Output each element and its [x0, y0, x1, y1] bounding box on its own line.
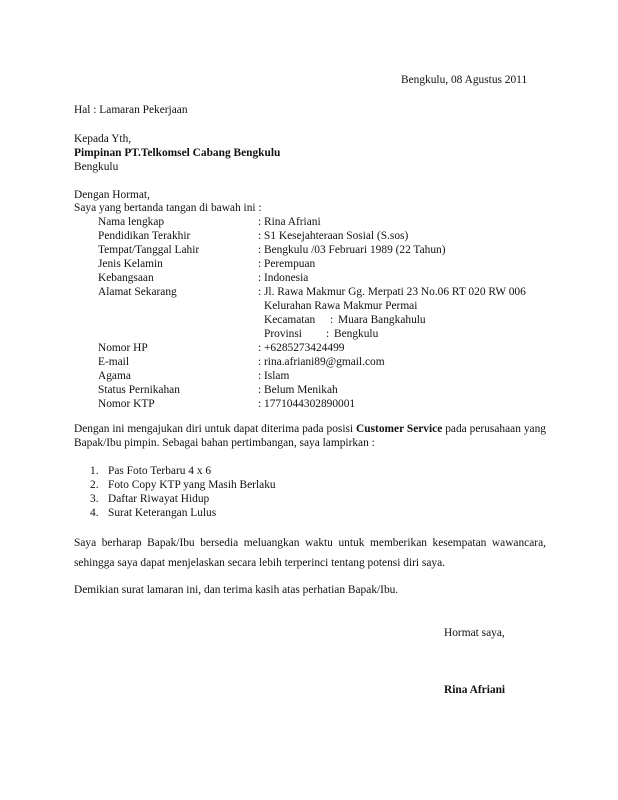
field-label: Alamat Sekarang [98, 286, 177, 298]
field-separator: : [258, 216, 262, 228]
place-date: Bengkulu, 08 Agustus 2011 [401, 74, 528, 86]
sub-label: Kecamatan [264, 314, 316, 326]
field-label: Nama lengkap [98, 216, 165, 228]
attachment-text: Surat Keterangan Lulus [108, 507, 217, 519]
subject-line: Hal : Lamaran Pekerjaan [74, 104, 188, 116]
regards: Hormat saya, [444, 627, 505, 639]
sub-label: Provinsi [264, 328, 302, 340]
field-label: Nomor KTP [98, 398, 155, 410]
attachment-text: Daftar Riwayat Hidup [108, 493, 210, 505]
attachment-text: Foto Copy KTP yang Masih Berlaku [108, 479, 276, 491]
field-label: E-mail [98, 356, 129, 368]
recipient-city: Bengkulu [74, 161, 119, 173]
sub-separator: : [326, 328, 330, 340]
attachment-number: 3. [90, 493, 99, 505]
field-label: Status Pernikahan [98, 384, 180, 396]
field-value: Islam [264, 370, 290, 382]
field-separator: : [258, 384, 262, 396]
field-separator: : [258, 286, 262, 298]
field-label: Kebangsaan [98, 272, 154, 284]
sub-value: Muara Bangkahulu [338, 314, 426, 326]
greeting: Dengan Hormat, [74, 189, 150, 201]
field-value: Bengkulu /03 Februari 1989 (22 Tahun) [264, 244, 446, 256]
field-value: Indonesia [264, 272, 309, 284]
field-value: S1 Kesejahteraan Sosial (S.sos) [264, 230, 409, 242]
address-line-2: Kelurahan Rawa Makmur Permai [264, 300, 418, 312]
sub-value: Bengkulu [334, 328, 379, 340]
sub-separator: : [330, 314, 334, 326]
field-value: Belum Menikah [264, 384, 338, 396]
attachment-number: 4. [90, 507, 99, 519]
closing-text: Demikian surat lamaran ini, dan terima kasih atas perhatian Bapak/Ibu. [74, 584, 399, 596]
field-value: +6285273424499 [264, 342, 345, 354]
field-separator: : [258, 370, 262, 382]
attachment-number: 1. [90, 465, 99, 477]
signature-name: Rina Afriani [444, 684, 506, 696]
field-value: Perempuan [264, 258, 316, 270]
field-separator: : [258, 272, 262, 284]
body-paragraph-2: Saya berharap Bapak/Ibu bersedia meluangkan waktu untuk memberikan kesempatan wawancara, sehingga saya dapat menjelaskan secara lebih terperinci tentang potensi diri saya. [74, 537, 546, 569]
field-label: Jenis Kelamin [98, 258, 163, 270]
field-separator: : [258, 342, 262, 354]
field-label: Agama [98, 370, 131, 382]
field-separator: : [258, 230, 262, 242]
attachment-number: 2. [90, 479, 99, 491]
field-label: Pendidikan Terakhir [98, 230, 191, 242]
intro-line: Saya yang bertanda tangan di bawah ini : [74, 202, 262, 214]
position-name: Customer Service [356, 423, 443, 435]
field-label: Tempat/Tanggal Lahir [98, 244, 200, 256]
field-value: Rina Afriani [264, 216, 321, 228]
field-separator: : [258, 258, 262, 270]
field-separator: : [258, 356, 262, 368]
field-value: Jl. Rawa Makmur Gg. Merpati 23 No.06 RT 020 RW 006 [264, 286, 526, 298]
field-label: Nomor HP [98, 342, 148, 354]
field-separator: : [258, 398, 262, 410]
attachment-text: Pas Foto Terbaru 4 x 6 [108, 465, 212, 477]
body-paragraph-1 [74, 422, 546, 450]
field-value: rina.afriani89@gmail.com [264, 356, 385, 368]
to-line: Kepada Yth, [74, 133, 132, 145]
body-text-pre: Dengan ini mengajukan diri untuk dapat diterima pada posisi [74, 423, 354, 435]
body-text-post: pada perusahaan yang Bapak/Ibu pimpin. Sebagai bahan pertimbangan, saya lampirkan : [74, 423, 546, 449]
field-separator: : [258, 244, 262, 256]
recipient-name: Pimpinan PT.Telkomsel Cabang Bengkulu [74, 147, 281, 159]
field-value: 1771044302890001 [264, 398, 356, 410]
